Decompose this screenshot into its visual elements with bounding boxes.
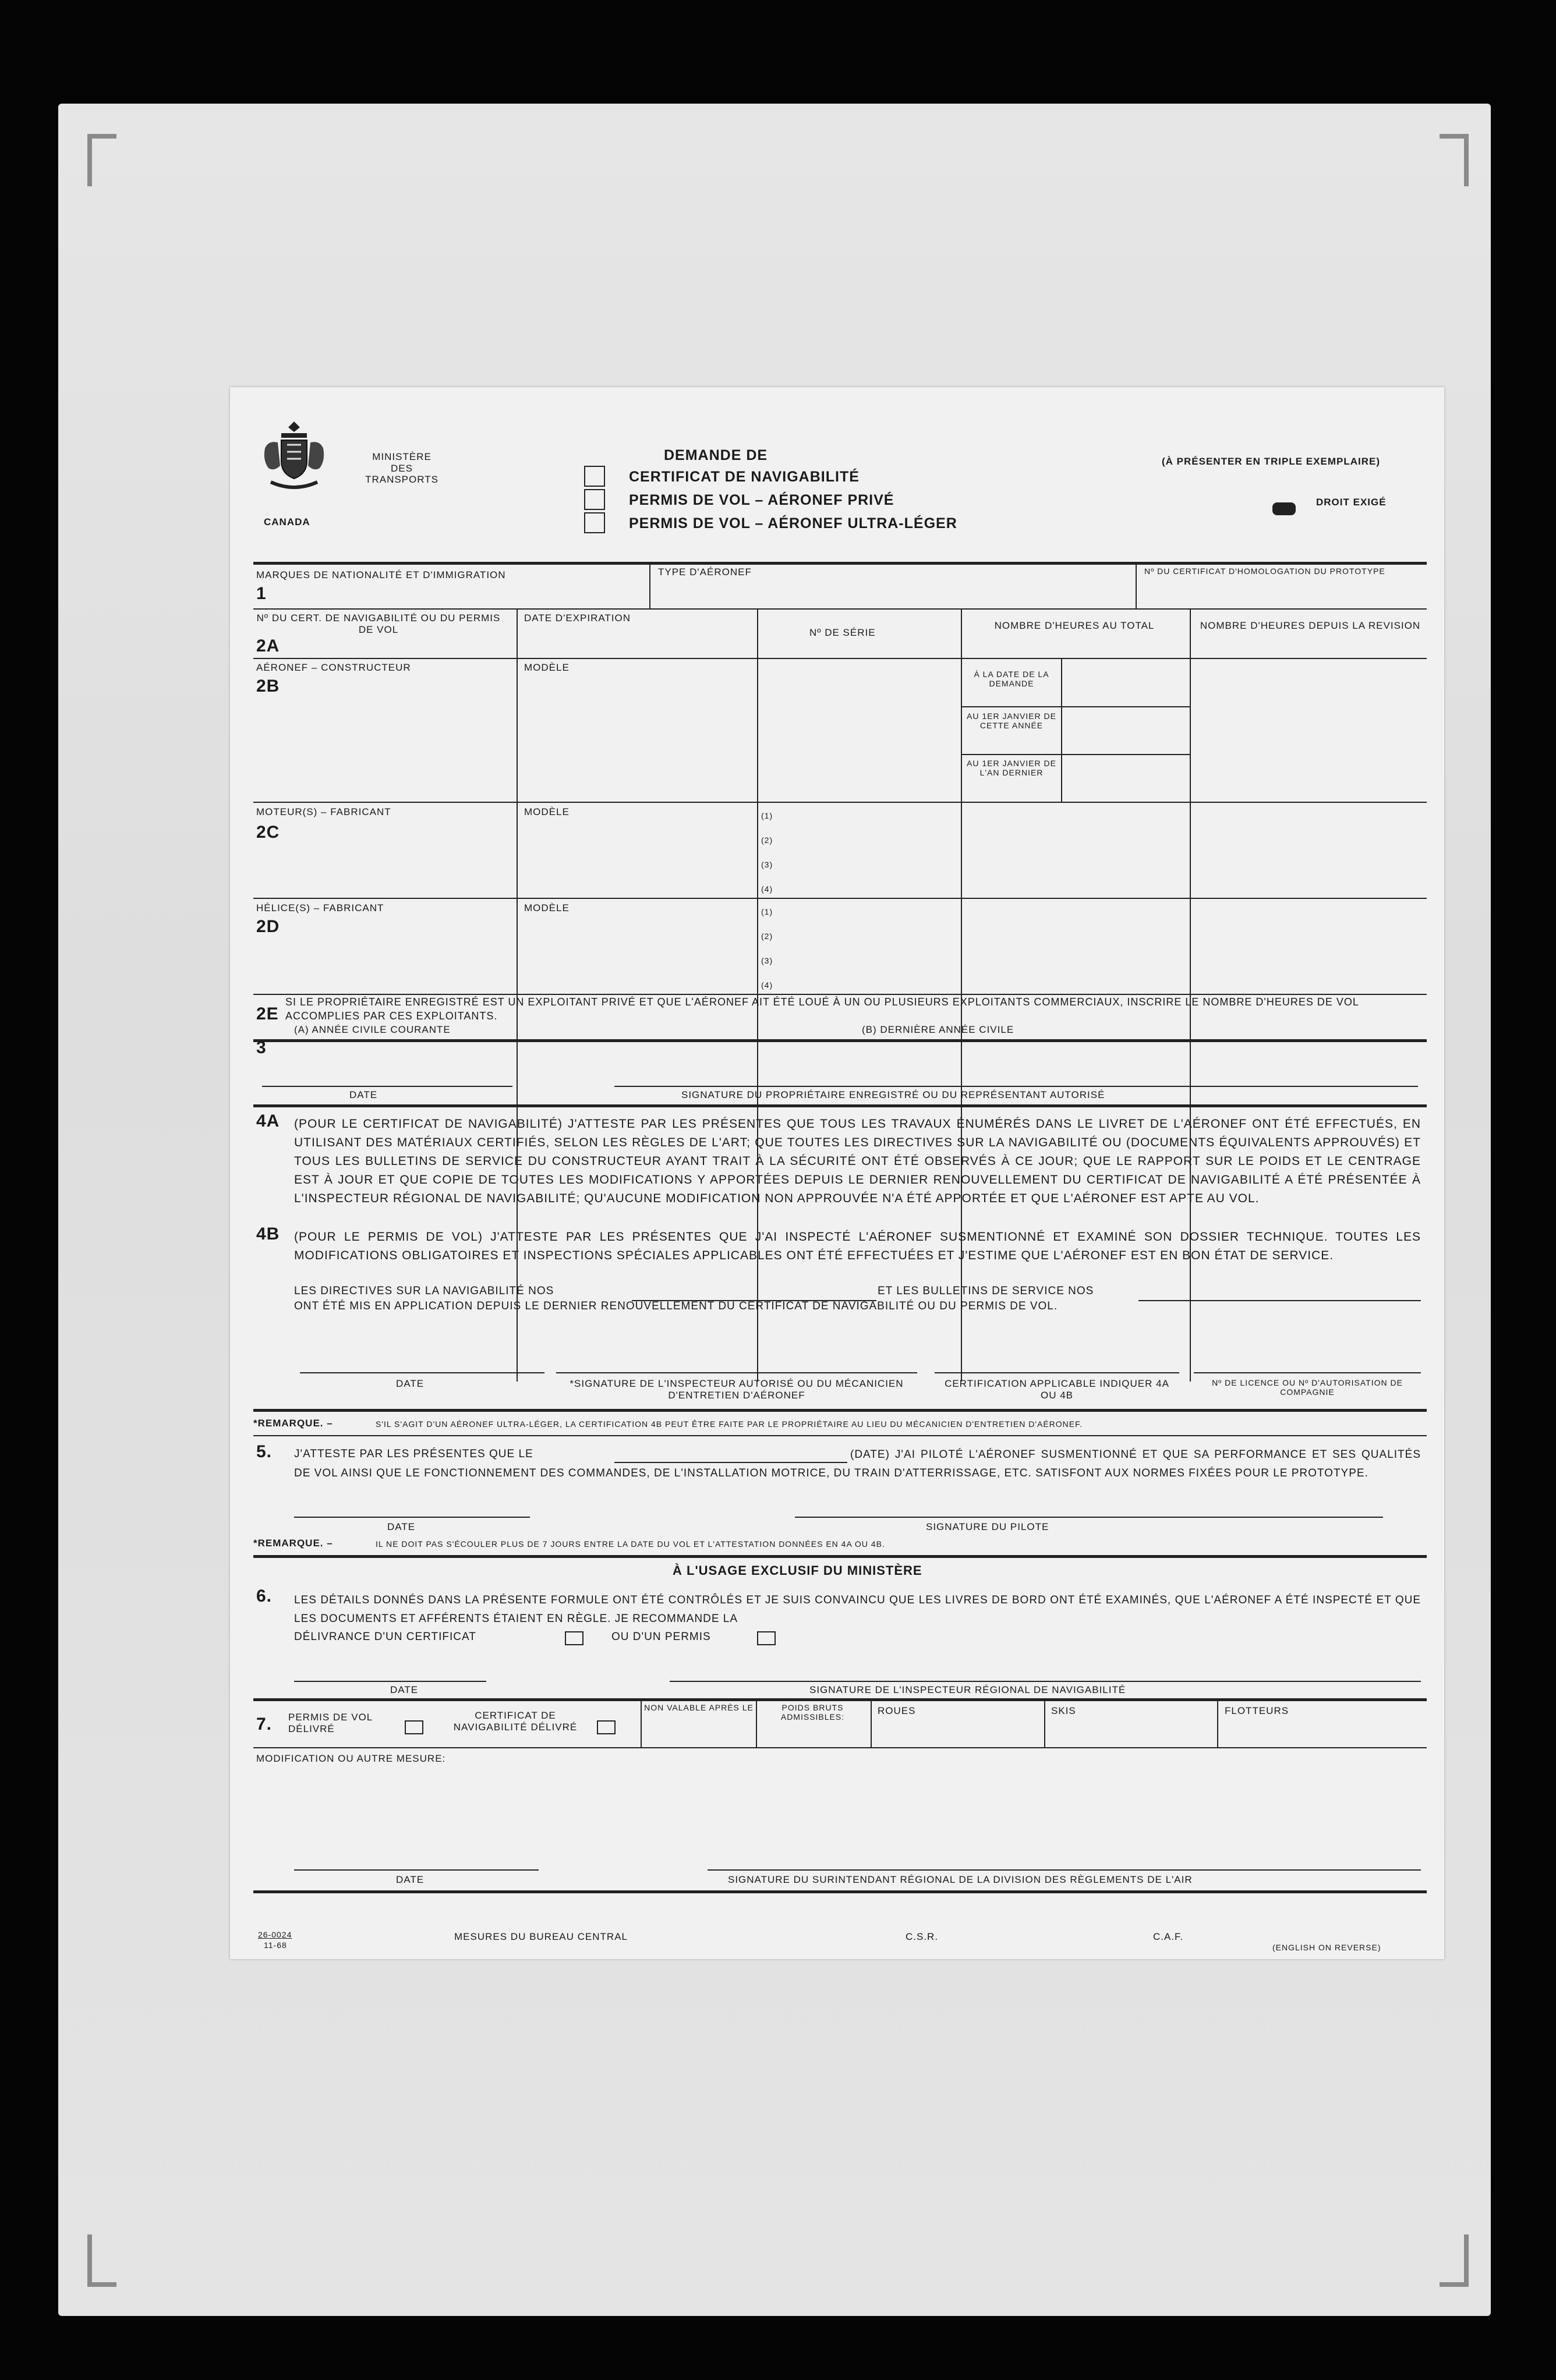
bulletins-label: ET LES BULLETINS DE SERVICE NOS	[878, 1285, 1094, 1297]
directives-suffix-text: ONT ÉTÉ MIS EN APPLICATION DEPUIS LE DERNIER RENOUVELLEMENT DU CERTIFICAT DE NAVIGABILITÉ OU DU PERMIS DE VOL.	[294, 1300, 1058, 1312]
remark-1-label: *REMARQUE. –	[253, 1418, 333, 1429]
registration-mark	[87, 134, 116, 186]
application-form	[230, 387, 1444, 1959]
registration-mark	[87, 2234, 116, 2287]
commercial-lease-instruction: SI LE PROPRIÉTAIRE ENREGISTRÉ EST UN EXPLOITANT PRIVÉ ET QUE L'AÉRONEF AIT ÉTÉ LOUÉ À UN OU PLUSIEURS EXPLOITANTS COMMERCIAUX, INSCRIRE LE NOMBRE D'HEURES DE VOL ACCOMPLIES PAR CES EXPLOITANTS.	[285, 996, 1359, 1022]
propeller-item-3: (3)	[761, 956, 773, 965]
english-on-reverse-note: (ENGLISH ON REVERSE)	[1272, 1943, 1381, 1952]
row-1-number: 1	[256, 584, 267, 603]
row-6-number: 6.	[256, 1586, 273, 1606]
propeller-item-1: (1)	[761, 907, 773, 916]
pilot-date-label: DATE	[387, 1521, 416, 1532]
divider	[641, 1699, 642, 1747]
row-2d-number: 2D	[256, 917, 280, 936]
private-permit-option-label: PERMIS DE VOL – AÉRONEF PRIVÉ	[629, 492, 894, 508]
central-office-label: MESURES DU BUREAU CENTRAL	[454, 1931, 628, 1942]
permit-issued-checkbox[interactable]	[405, 1720, 423, 1734]
engine-manufacturer-label: MOTEUR(S) – FABRICANT	[256, 806, 391, 817]
registration-mark	[1440, 134, 1469, 186]
date-line	[262, 1086, 512, 1087]
form-revision-date: 11-68	[264, 1940, 287, 1950]
row-2b-number: 2B	[256, 677, 280, 696]
rule	[253, 562, 1427, 565]
airworthiness-cert-label: Nº DU CERT. DE NAVIGABILITÉ OU DU PERMIS DE VOL	[256, 612, 501, 635]
date-line	[294, 1869, 539, 1871]
divider	[1044, 1699, 1045, 1747]
row-3-number: 3	[256, 1038, 267, 1057]
superintendent-signature-label: SIGNATURE DU SURINTENDANT RÉGIONAL DE LA DIVISION DES RÈGLEMENTS DE L'AIR	[728, 1874, 1193, 1885]
rule	[253, 1435, 1427, 1436]
rule	[253, 1409, 1427, 1412]
wheels-label: ROUES	[878, 1705, 916, 1716]
rule	[253, 1747, 1427, 1748]
date-line	[294, 1517, 530, 1518]
rule	[253, 608, 1427, 610]
rule	[253, 1555, 1427, 1558]
row-4a-number: 4A	[256, 1111, 280, 1131]
certificate-option-checkbox[interactable]	[584, 466, 605, 487]
issue-certificate-checkbox[interactable]	[565, 1631, 584, 1645]
registration-mark	[1440, 2234, 1469, 2287]
rule	[253, 658, 1427, 659]
aircraft-type-label: TYPE D'AÉRONEF	[658, 566, 752, 578]
divider	[756, 1699, 757, 1747]
propeller-item-4: (4)	[761, 980, 773, 990]
remark-2-text: IL NE DOIT PAS S'ÉCOULER PLUS DE 7 JOURS ENTRE LA DATE DU VOL ET L'ATTESTATION DONNÉES EN 4A OU 4B.	[376, 1539, 885, 1549]
regional-inspector-date-label: DATE	[390, 1684, 419, 1695]
rule	[961, 754, 1190, 755]
csr-label: C.S.R.	[906, 1931, 939, 1942]
ultralight-permit-option-label: PERMIS DE VOL – AÉRONEF ULTRA-LÉGER	[629, 515, 957, 532]
skis-label: SKIS	[1051, 1705, 1076, 1716]
signature-line	[795, 1517, 1383, 1518]
issue-permit-checkbox[interactable]	[757, 1631, 776, 1645]
signature-line	[670, 1681, 1421, 1682]
last-year-label: (B) DERNIÈRE ANNÉE CIVILE	[862, 1024, 1014, 1035]
row-7-number: 7.	[256, 1715, 273, 1734]
prototype-cert-label: Nº DU CERTIFICAT D'HOMOLOGATION DU PROTOTYPE	[1144, 566, 1385, 576]
certificate-issued-checkbox[interactable]	[597, 1720, 616, 1734]
signature-line	[614, 1086, 1418, 1087]
divider	[1217, 1699, 1218, 1747]
rule	[253, 1890, 1427, 1893]
ministry-review-text: LES DÉTAILS DONNÉS DANS LA PRÉSENTE FORMULE ONT ÉTÉ CONTRÔLÉS ET JE SUIS CONVAINCU QUE LES LIVRES DE BORD ONT ÉTÉ EXAMINÉS, QUE L'AÉRONEF A ÉTÉ INSPECTÉ ET QUE LES DOCUMENTS ET AFFÉRENTS ÉTAIENT EN RÈGLE. JE RECOMMANDE LA	[294, 1594, 1421, 1625]
engine-item-2: (2)	[761, 835, 773, 845]
floats-label: FLOTTEURS	[1225, 1705, 1289, 1716]
rule	[253, 1039, 1427, 1042]
serial-number-label: Nº DE SÉRIE	[809, 627, 876, 638]
row-5-number: 5.	[256, 1442, 273, 1461]
fee-note: DROIT EXIGÉ	[1316, 497, 1387, 508]
ministry-use-heading: À L'USAGE EXCLUSIF DU MINISTÈRE	[673, 1563, 922, 1578]
rule	[253, 802, 1427, 803]
engine-item-3: (3)	[761, 860, 773, 869]
propeller-model-label: MODÈLE	[524, 902, 570, 913]
row-4b-number: 4B	[256, 1224, 280, 1244]
triplicate-note: (À PRÉSENTER EN TRIPLE EXEMPLAIRE)	[1162, 456, 1380, 467]
hours-at-application-label: À LA DATE DE LA DEMANDE	[974, 670, 1049, 689]
ministry-label: MINISTÈRE DES TRANSPORTS	[365, 451, 438, 486]
row-2c-number: 2C	[256, 823, 280, 842]
row-2a-number: 2A	[256, 636, 280, 656]
aircraft-model-label: MODÈLE	[524, 662, 570, 673]
regional-inspector-signature-label: SIGNATURE DE L'INSPECTEUR RÉGIONAL DE NAVIGABILITÉ	[809, 1684, 1126, 1695]
signature-line	[708, 1869, 1421, 1871]
not-valid-after-label: NON VALABLE APRÈS LE	[644, 1703, 754, 1712]
country-label: CANADA	[264, 516, 310, 527]
coat-of-arms-icon	[259, 419, 329, 501]
rule	[253, 1698, 1427, 1701]
remark-1-text: S'IL S'AGIT D'UN AÉRONEF ULTRA-LÉGER, LA CERTIFICATION 4B PEUT ÊTRE FAITE PAR LE PROPRIÉTAIRE AU LIEU DU MÉCANICIEN D'ENTRETIEN D'AÉRONEF.	[376, 1419, 1083, 1429]
directives-label: LES DIRECTIVES SUR LA NAVIGABILITÉ NOS	[294, 1285, 554, 1297]
engine-model-label: MODÈLE	[524, 806, 570, 817]
private-permit-option-checkbox[interactable]	[584, 489, 605, 510]
ultralight-permit-option-checkbox[interactable]	[584, 512, 605, 533]
gross-weights-label: POIDS BRUTS ADMISSIBLES:	[780, 1703, 845, 1722]
hours-this-year-label: AU 1ER JANVIER DE CETTE ANNÉE	[967, 711, 1056, 731]
rule	[253, 1104, 1427, 1107]
certificate-option-label: CERTIFICAT DE NAVIGABILITÉ	[629, 469, 860, 485]
total-hours-label: NOMBRE D'HEURES AU TOTAL	[994, 620, 1155, 631]
pilot-signature-label: SIGNATURE DU PILOTE	[926, 1521, 1049, 1532]
divider	[1136, 563, 1137, 608]
divider	[1061, 658, 1062, 802]
date-line	[300, 1372, 544, 1373]
superintendent-date-label: DATE	[396, 1874, 425, 1885]
hours-since-revision-label: NOMBRE D'HEURES DEPUIS LA REVISION	[1200, 620, 1421, 631]
aircraft-manufacturer-label: AÉRONEF – CONSTRUCTEUR	[256, 662, 411, 673]
form-number: 26-0024	[258, 1930, 292, 1939]
rule	[961, 706, 1190, 707]
nationality-marks-label: MARQUES DE NATIONALITÉ ET D'IMMIGRATION	[256, 569, 506, 580]
fee-stamp	[1272, 502, 1296, 515]
certificate-issued-label: CERTIFICAT DE NAVIGABILITÉ DÉLIVRÉ	[453, 1710, 578, 1733]
remark-2-label: *REMARQUE. –	[253, 1538, 333, 1549]
date-line	[294, 1681, 486, 1682]
engine-item-1: (1)	[761, 811, 773, 820]
bulletins-line	[1138, 1300, 1421, 1301]
caf-label: C.A.F.	[1153, 1931, 1184, 1942]
form-title: DEMANDE DE	[664, 447, 768, 463]
licence-number-label: Nº DE LICENCE OU Nº D'AUTORISATION DE COMPAGNIE	[1212, 1378, 1403, 1397]
rule	[253, 898, 1427, 899]
signature-line	[556, 1372, 917, 1373]
propeller-manufacturer-label: HÉLICE(S) – FABRICANT	[256, 902, 384, 913]
engine-item-4: (4)	[761, 884, 773, 894]
inspector-signature-label: *SIGNATURE DE L'INSPECTEUR AUTORISÉ OU DU MÉCANICIEN D'ENTRETIEN D'AÉRONEF	[570, 1378, 904, 1401]
divider	[649, 563, 650, 608]
propeller-item-2: (2)	[761, 932, 773, 941]
hours-last-year-label: AU 1ER JANVIER DE L'AN DERNIER	[967, 759, 1056, 778]
current-year-label: (A) ANNÉE CIVILE COURANTE	[294, 1024, 451, 1035]
issue-permit-label: OU D'UN PERMIS	[611, 1631, 711, 1643]
issue-certificate-label: DÉLIVRANCE D'UN CERTIFICAT	[294, 1631, 476, 1643]
expiry-date-label: DATE D'EXPIRATION	[524, 612, 631, 624]
pilot-attestation-text: (DATE) J'AI PILOTÉ L'AÉRONEF SUSMENTIONNÉ ET QUE SA PERFORMANCE ET SES QUALITÉS DE VOL AINSI QUE LE FONCTIONNEMENT DES COMMANDES, DE L'INSTALLATION MOTRICE, DU TRAIN D'ATTERRISSAGE, ETC. SATISFONT AUX NORMES FIXÉES POUR LE PROTOTYPE.	[294, 1448, 1421, 1479]
licence-line	[1194, 1372, 1421, 1373]
owner-date-label: DATE	[349, 1089, 378, 1100]
modification-label: MODIFICATION OU AUTRE MESURE:	[256, 1753, 446, 1764]
row-2e-number: 2E	[256, 1004, 279, 1023]
inspector-date-label: DATE	[396, 1378, 425, 1389]
owner-signature-label: SIGNATURE DU PROPRIÉTAIRE ENREGISTRÉ OU DU REPRÉSENTANT AUTORISÉ	[681, 1089, 1105, 1100]
certification-line	[935, 1372, 1179, 1373]
airworthiness-attestation-text: (POUR LE CERTIFICAT DE NAVIGABILITÉ) J'ATTESTE PAR LES PRÉSENTES QUE TOUS LES TRAVAUX ÉNUMÉRÉS DANS LE LIVRET DE L'AÉRONEF ONT ÉTÉ EFFECTUÉS, EN UTILISANT DES MATÉRIAUX CERTIFIÉS, SELON LES RÈGLES DE L'ART; QUE TOUTES LES DIRECTIVES SUR LA NAVIGABILITÉ OU (DOCUMENTS ÉQUIVALENTS APPROUVÉS) ET TOUS LES BULLETINS DE SERVICE DU CONSTRUCTEUR AYANT TRAIT À LA SÉCURITÉ ONT ÉTÉ OBSERVÉS À CE JOUR; QUE LE RAPPORT SUR LE POIDS ET LE CENTRAGE EST À JOUR ET QUE COPIE DE TOUTES LES MODIFICATIONS Y APPORTÉES DEPUIS LE DERNIER RENOUVELLEMENT DU CERTIFICAT DE NAVIGABILITÉ A ÉTÉ PRÉSENTÉE À L'INSPECTEUR RÉGIONAL DE NAVIGABILITÉ; QU'AUCUNE MODIFICATION NON APPROUVÉE N'A ÉTÉ APPORTÉE ET QUE L'AÉRONEF EST APTE AU VOL.	[294, 1117, 1421, 1205]
pilot-attestation-prefix: J'ATTESTE PAR LES PRÉSENTES QUE LE	[294, 1448, 533, 1460]
flight-permit-attestation-text: (POUR LE PERMIS DE VOL) J'ATTESTE PAR LES PRÉSENTES QUE J'AI INSPECTÉ L'AÉRONEF SUSMENTIONNÉ ET EXAMINÉ SON DOSSIER TECHNIQUE. TOUTES LES MODIFICATIONS OBLIGATOIRES ET INSPECTIONS SPÉCIALES APPLICABLES ONT ÉTÉ EFFECTUÉES ET J'ESTIME QUE L'AÉRONEF EST EN BON ÉTAT DE SERVICE.	[294, 1230, 1421, 1262]
permit-issued-label: PERMIS DE VOL DÉLIVRÉ	[288, 1712, 373, 1734]
applicable-certification-label: CERTIFICATION APPLICABLE INDIQUER 4A OU 4B	[945, 1378, 1169, 1401]
divider	[871, 1699, 872, 1747]
